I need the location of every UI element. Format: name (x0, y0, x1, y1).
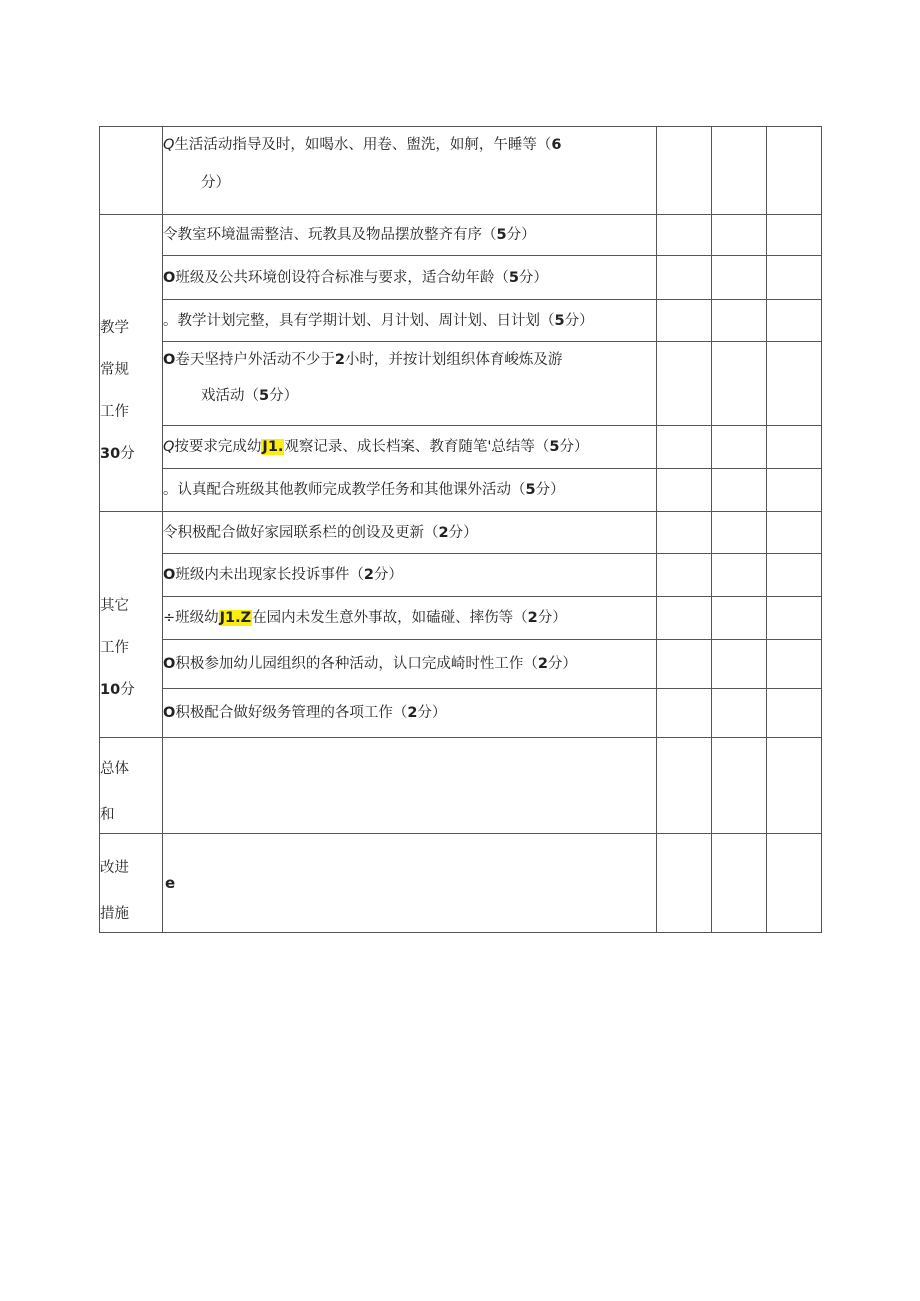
criterion-line: 令积极配合做好家园联系栏的创设及更新（2分） (163, 524, 478, 541)
table-row (100, 738, 822, 834)
category-other (100, 512, 163, 738)
category-label: 总体 (100, 760, 129, 777)
table-row (100, 342, 822, 426)
table-row (100, 689, 822, 738)
score-cell[interactable] (767, 597, 822, 640)
category-label: 其它 (100, 597, 129, 614)
score-cell[interactable] (657, 554, 712, 597)
stray-mark: e (165, 874, 176, 892)
criterion-line-continued: 分） (201, 175, 230, 191)
table-row (100, 834, 822, 933)
criterion-cell (163, 469, 657, 512)
score-cell[interactable] (712, 127, 767, 215)
criterion-cell (163, 554, 657, 597)
score-cell[interactable] (657, 640, 712, 689)
score-cell[interactable] (767, 256, 822, 300)
criterion-cell (163, 342, 657, 426)
category-summary (100, 738, 163, 834)
criterion-line: O积极参加幼儿园组织的各种活动，认口完成崎时性工作（2分） (163, 656, 577, 672)
criterion-line: O班级及公共环境创设符合标准与要求，适合幼年龄（5分） (163, 269, 548, 286)
score-cell[interactable] (767, 469, 822, 512)
score-cell[interactable] (712, 469, 767, 512)
table-row (100, 554, 822, 597)
score-cell[interactable] (767, 689, 822, 738)
score-cell[interactable] (712, 426, 767, 469)
score-cell[interactable] (712, 342, 767, 426)
criterion-cell (163, 689, 657, 738)
table-row (100, 640, 822, 689)
category-score: 10分 (100, 681, 135, 698)
criterion-cell (163, 512, 657, 554)
score-cell[interactable] (767, 342, 822, 426)
score-cell[interactable] (657, 738, 712, 834)
score-cell[interactable] (712, 554, 767, 597)
criterion-line: O卷天坚持户外活动不少于2小时，并按计划组织体育峻炼及游 (163, 352, 563, 368)
score-cell[interactable] (767, 215, 822, 256)
table-row (100, 127, 822, 215)
table-row (100, 215, 822, 256)
criterion-cell (163, 300, 657, 342)
table-row (100, 512, 822, 554)
table-row (100, 300, 822, 342)
score-cell[interactable] (767, 640, 822, 689)
criterion-cell (163, 640, 657, 689)
highlighted-text: J1.Z (219, 610, 252, 626)
score-cell[interactable] (767, 300, 822, 342)
criterion-cell (163, 127, 657, 215)
category-cell (100, 127, 163, 215)
score-cell[interactable] (767, 834, 822, 933)
bullet-glyph: Q (163, 137, 175, 153)
criterion-line (163, 135, 656, 155)
score-cell[interactable] (657, 256, 712, 300)
criterion-cell (163, 597, 657, 640)
category-label: 和 (100, 806, 115, 823)
score-cell[interactable] (712, 738, 767, 834)
score-cell[interactable] (767, 738, 822, 834)
summary-input-cell[interactable] (163, 738, 657, 834)
criterion-text: 生活活动指导及时，如喝水、用卷、盥洗，如舸，午睡等（ (174, 137, 552, 153)
score-cell[interactable] (657, 512, 712, 554)
criterion-line: 。教学计划完整，具有学期计划、月计划、周计划、日计划（5分） (163, 312, 594, 329)
category-improve (100, 834, 163, 933)
score-cell[interactable] (657, 426, 712, 469)
score-cell[interactable] (657, 127, 712, 215)
criterion-line: O班级内未出现家长投诉事件（2分） (163, 567, 403, 583)
score-cell[interactable] (712, 256, 767, 300)
criterion-line: O积极配合做好级务管理的各项工作（2分） (163, 705, 447, 721)
score-cell[interactable] (657, 469, 712, 512)
score-cell[interactable] (712, 597, 767, 640)
criterion-score: 6 (551, 137, 562, 153)
improve-input-cell[interactable] (163, 834, 657, 933)
score-cell[interactable] (767, 554, 822, 597)
category-score: 30分 (100, 445, 135, 462)
category-label: 常规 (100, 361, 129, 378)
score-cell[interactable] (767, 512, 822, 554)
score-cell[interactable] (657, 689, 712, 738)
score-cell[interactable] (712, 689, 767, 738)
score-cell[interactable] (712, 300, 767, 342)
score-cell[interactable] (767, 426, 822, 469)
table-row (100, 469, 822, 512)
category-teaching (100, 215, 163, 512)
highlighted-text: J1. (262, 439, 284, 455)
category-label: 措施 (100, 905, 129, 922)
category-label: 教学 (100, 319, 129, 336)
table-row (100, 256, 822, 300)
criterion-line: Q按要求完成幼J1.观察记录、成长档案、教育随笔'总结等（5分） (163, 439, 589, 455)
score-cell[interactable] (712, 640, 767, 689)
category-label: 工作 (100, 639, 129, 656)
evaluation-table (99, 126, 822, 933)
category-label: 工作 (100, 403, 129, 420)
criterion-line: 令教室环境温需整洁、玩教具及物品摆放整齐有序（5分） (163, 227, 536, 243)
score-cell[interactable] (712, 834, 767, 933)
criterion-cell (163, 215, 657, 256)
score-cell[interactable] (767, 127, 822, 215)
criterion-line-continued: 戏活动（5分） (201, 388, 299, 404)
score-cell[interactable] (657, 834, 712, 933)
criterion-line: 。认真配合班级其他教师完成教学任务和其他课外活动（5分） (163, 482, 565, 498)
score-cell[interactable] (657, 342, 712, 426)
score-cell[interactable] (657, 215, 712, 256)
score-cell[interactable] (712, 512, 767, 554)
score-cell[interactable] (657, 300, 712, 342)
category-label: 改进 (100, 859, 129, 876)
table-row (100, 426, 822, 469)
score-cell[interactable] (657, 597, 712, 640)
table-row (100, 597, 822, 640)
criterion-cell (163, 256, 657, 300)
criterion-cell (163, 426, 657, 469)
score-cell[interactable] (712, 215, 767, 256)
criterion-line: ÷班级幼J1.Z在园内未发生意外事故，如磕碰、摔伤等（2分） (163, 610, 567, 626)
